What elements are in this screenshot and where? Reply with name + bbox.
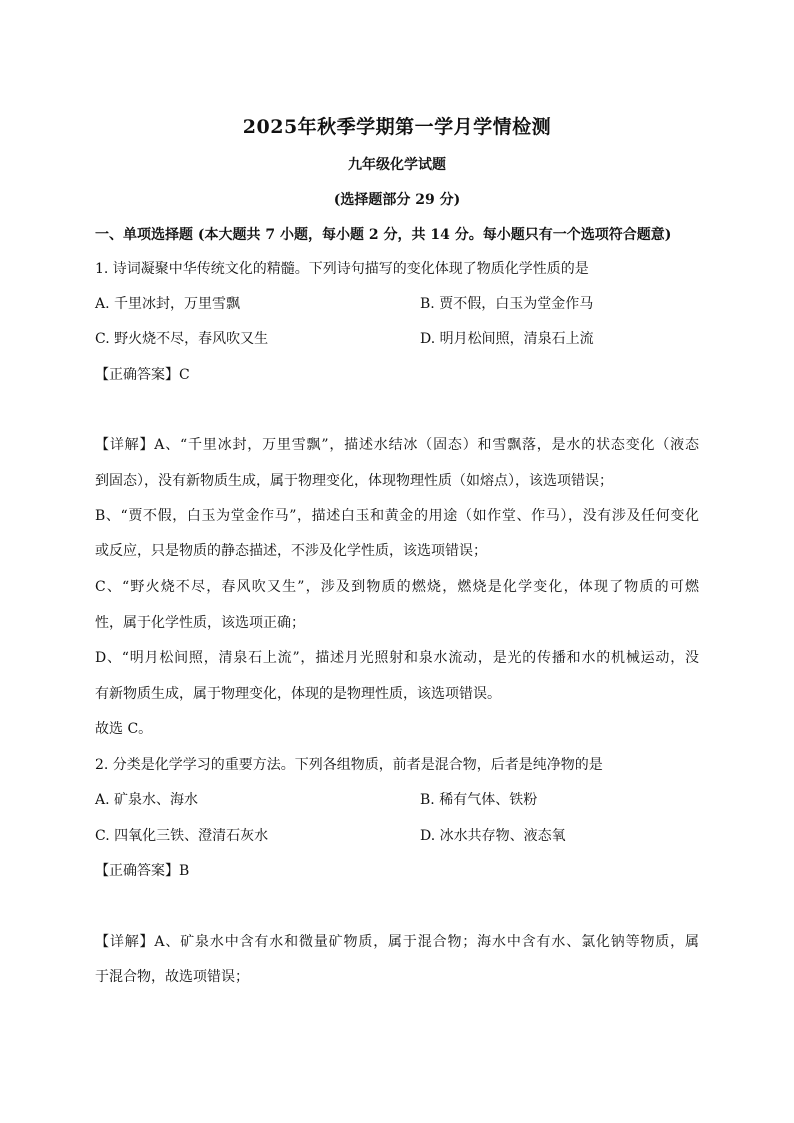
question-2-stem: 2. 分类是化学学习的重要方法。下列各组物质，前者是混合物，后者是纯净物的是 [95, 757, 603, 773]
question-1-option-d: D. 明月松间照，清泉石上流 [420, 331, 594, 347]
question-1-explanation-line: B、“贾不假，白玉为堂金作马”，描述白玉和黄金的用途（如作堂、作马），没有涉及任何变化 [95, 508, 699, 524]
question-1-explanation-line: 故选 C。 [95, 721, 153, 737]
question-2-explanation-line: 【详解】A、矿泉水中含有水和微量矿物质，属于混合物；海水中含有水、氯化钠等物质，属 [95, 934, 699, 950]
question-1-explanation-line: 到固态），没有新物质生成，属于物理变化，体现物理性质（如熔点），该选项错误； [95, 473, 613, 489]
question-1-explanation-line: 性，属于化学性质，该选项正确； [95, 615, 305, 631]
section-heading: 一、单项选择题 (本大题共 7 小题，每小题 2 分，共 14 分。每小题只有一个选项符合题意) [95, 227, 672, 243]
question-1-stem: 1. 诗词凝聚中华传统文化的精髓。下列诗句描写的变化体现了物质化学性质的是 [95, 261, 589, 277]
question-1-explanation-line: C、“野火烧不尽，春风吹又生”，涉及到物质的燃烧，燃烧是化学变化，体现了物质的可燃 [95, 579, 699, 595]
question-2-option-a: A. 矿泉水、海水 [95, 792, 199, 808]
question-1-explanation-line: D、“明月松间照，清泉石上流”，描述月光照射和泉水流动，是光的传播和水的机械运动，没 [95, 650, 699, 666]
question-1-answer: 【正确答案】C [95, 367, 190, 383]
exam-subtitle: 九年级化学试题 [348, 157, 446, 173]
question-2-option-d: D. 冰水共存物、液态氧 [420, 828, 566, 844]
question-2-option-c: C. 四氧化三铁、澄清石灰水 [95, 828, 269, 844]
page-title: 2025年秋季学期第一学月学情检测 [242, 116, 552, 138]
question-1-explanation-line: 或反应，只是物质的静态描述，不涉及化学性质，该选项错误； [95, 543, 487, 559]
question-1-option-c: C. 野火烧不尽，春风吹又生 [95, 331, 269, 347]
section-note: (选择题部分 29 分) [333, 192, 461, 208]
question-1-explanation-line: 有新物质生成，属于物理变化，体现的是物理性质，该选项错误。 [95, 686, 501, 702]
question-2-explanation-line: 于混合物，故选项错误； [95, 969, 249, 985]
question-1-explanation-line: 【详解】A、“千里冰封，万里雪飘”，描述水结冰（固态）和雪飘落，是水的状态变化（液态 [95, 437, 699, 453]
question-1-option-a: A. 千里冰封，万里雪飘 [95, 296, 241, 312]
question-2-answer: 【正确答案】B [95, 863, 190, 879]
question-2-option-b: B. 稀有气体、铁粉 [420, 792, 538, 808]
question-1-option-b: B. 贾不假，白玉为堂金作马 [420, 296, 594, 312]
